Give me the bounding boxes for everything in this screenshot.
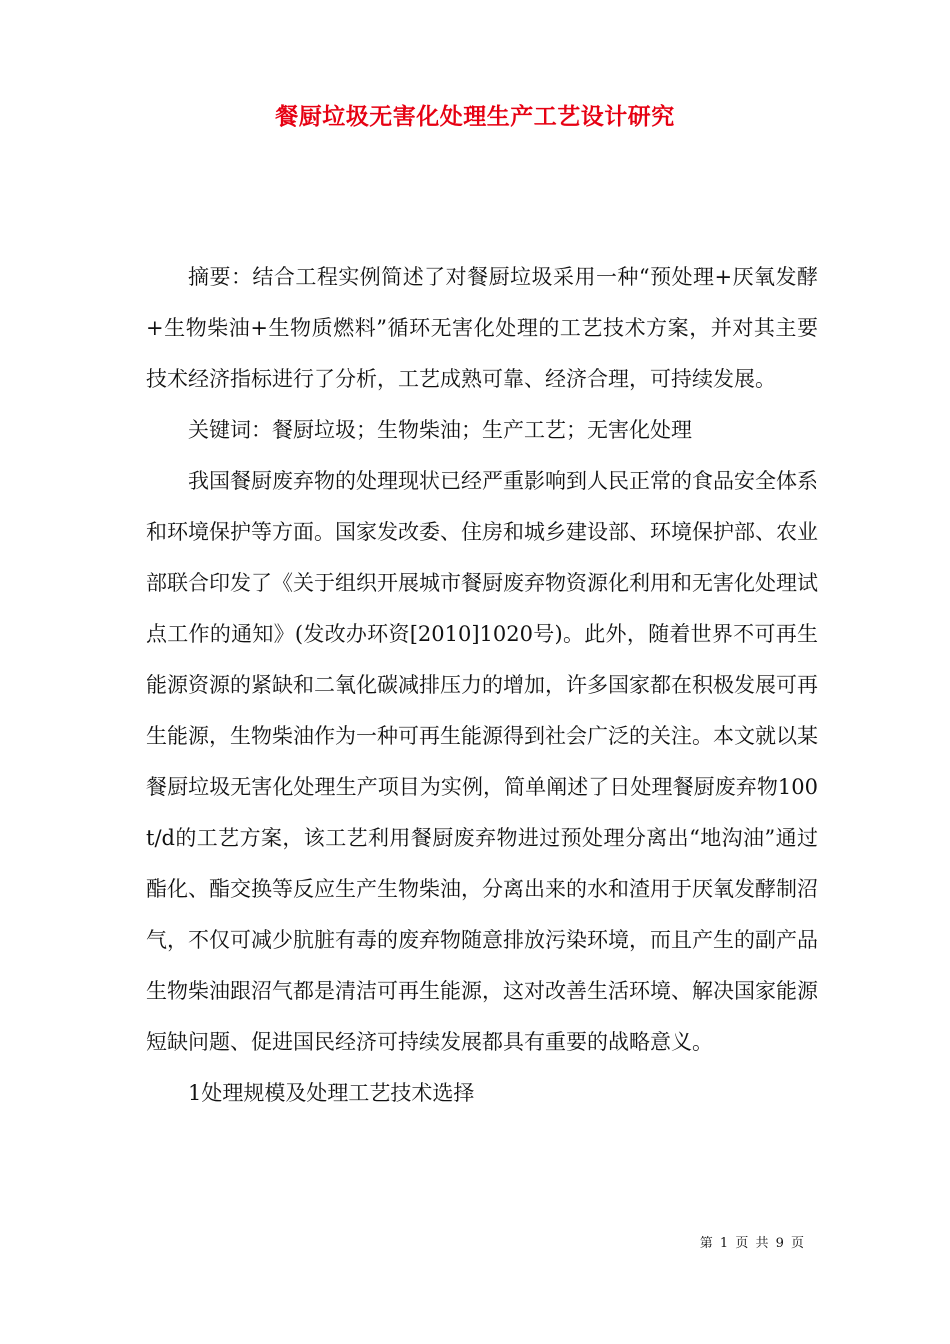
- section-heading: 1处理规模及处理工艺技术选择: [188, 1081, 475, 1105]
- introduction-paragraph: 我国餐厨废弃物的处理现状已经严重影响到人民正常的食品安全体系和环境保护等方面。国家发改委、住房和城乡建设部、环境保护部、农业部联合印发了《关于组织开展城市餐厨废弃物资源化利用和无害化处理试点工作的通知》(发改办环资[2010]1020号)。此外，随着世界不可再生能源资源的紧缺和二氧化碳减排压力的增加，许多国家都在积极发展可再生能源，生物柴油作为一种可再生能源得到社会广泛的关注。本文就以某餐厨垃圾无害化处理生产项目为实例，简单阐述了日处理餐厨废弃物100t/d的工艺方案，该工艺利用餐厨废弃物进过预处理分离出“地沟油”通过酯化、酯交换等反应生产生物柴油，分离出来的水和渣用于厌氧发酵制沼气，不仅可减少肮脏有毒的废弃物随意排放污染环境，而且产生的副产品生物柴油跟沼气都是清洁可再生能源，这对改善生活环境、解决国家能源短缺问题、促进国民经济可持续发展都具有重要的战略意义。: [146, 469, 818, 1054]
- abstract-paragraph: 摘要：结合工程实例简述了对餐厨垃圾采用一种“预处理+厌氧发酵+生物柴油+生物质燃料”循环无害化处理的工艺技术方案，并对其主要技术经济指标进行了分析，工艺成熟可靠、经济合理，可持续发展。: [146, 265, 818, 391]
- document-body: [146, 252, 818, 1119]
- page-number-footer: 第 1 页 共 9 页: [699, 1236, 804, 1251]
- keywords-paragraph: 关键词：餐厨垃圾；生物柴油；生产工艺；无害化处理: [188, 418, 692, 442]
- document-title: 餐厨垃圾无害化处理生产工艺设计研究: [275, 103, 675, 130]
